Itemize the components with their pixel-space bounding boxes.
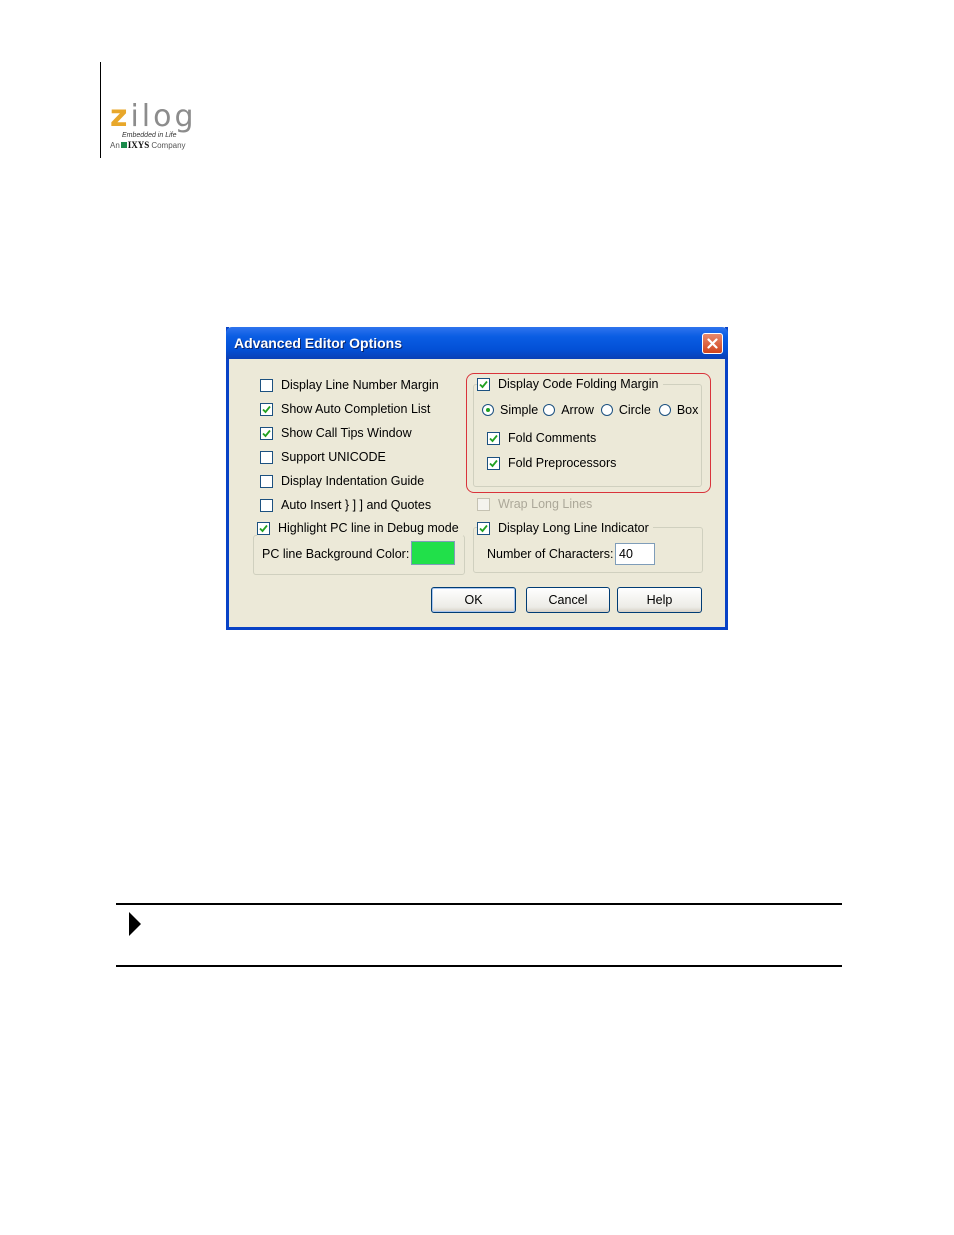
logo-company-suffix: Company: [151, 140, 186, 150]
pc-bg-color-row: [262, 546, 409, 562]
checkmark-icon: [489, 459, 498, 468]
left-option-checkbox[interactable]: [260, 379, 273, 392]
left-option-row[interactable]: [260, 401, 430, 417]
checkmark-icon: [262, 429, 271, 438]
note-bottom-rule: [116, 965, 842, 967]
note-top-rule: [116, 903, 842, 905]
pc-bg-color-label: PC line Background Color:: [262, 547, 410, 561]
left-option-row[interactable]: [260, 425, 412, 441]
fold-comments-checkbox[interactable]: [487, 432, 500, 445]
left-option-label: Display Indentation Guide: [281, 474, 425, 488]
title-bar[interactable]: [226, 327, 728, 359]
highlight-pc-checkbox[interactable]: [257, 522, 270, 535]
left-option-label: Support UNICODE: [281, 450, 386, 464]
code-folding-label: Display Code Folding Margin: [498, 377, 659, 391]
ok-button[interactable]: OK: [431, 587, 516, 613]
num-chars-row: [487, 546, 613, 562]
logo-company-prefix: An: [110, 140, 120, 150]
logo-wordmark-rest: ilog: [130, 99, 197, 134]
fold-preprocessors-label: Fold Preprocessors: [508, 456, 617, 470]
pc-bg-color-swatch[interactable]: [411, 541, 455, 565]
left-option-row[interactable]: [260, 497, 431, 513]
checkmark-icon: [259, 524, 268, 533]
radio-icon[interactable]: [482, 404, 494, 416]
fold-style-simple-radio[interactable]: [482, 403, 538, 417]
logo-company: [110, 140, 210, 150]
radio-icon[interactable]: [601, 404, 613, 416]
checkmark-icon: [479, 524, 488, 533]
checkmark-icon: [262, 405, 271, 414]
fold-comments-label: Fold Comments: [508, 431, 597, 445]
fold-style-label: Simple: [500, 403, 539, 417]
left-option-row[interactable]: [260, 449, 386, 465]
zilog-logo: [110, 100, 210, 150]
radio-icon[interactable]: [543, 404, 555, 416]
note-arrow-icon: [129, 912, 141, 936]
left-option-checkbox[interactable]: [260, 451, 273, 464]
highlight-pc-label: Highlight PC line in Debug mode: [278, 521, 459, 535]
fold-style-label: Box: [676, 403, 699, 417]
long-line-label: Display Long Line Indicator: [498, 521, 649, 535]
left-option-label: Display Line Number Margin: [281, 378, 439, 392]
ixys-square-icon: [121, 142, 127, 148]
left-option-checkbox[interactable]: [260, 427, 273, 440]
close-button[interactable]: [702, 333, 723, 354]
left-option-row[interactable]: [260, 377, 439, 393]
margin-rule: [100, 62, 101, 158]
left-option-label: Show Call Tips Window: [281, 426, 412, 440]
wrap-long-lines-checkbox: [477, 498, 490, 511]
fold-style-arrow-radio[interactable]: [543, 403, 594, 417]
highlight-pc-row[interactable]: [257, 520, 463, 536]
radio-icon[interactable]: [659, 404, 671, 416]
cancel-button[interactable]: Cancel: [526, 587, 610, 613]
left-option-label: Show Auto Completion List: [281, 402, 431, 416]
fold-style-box-radio[interactable]: [659, 403, 699, 417]
long-line-row[interactable]: [477, 520, 653, 536]
left-option-checkbox[interactable]: [260, 499, 273, 512]
left-option-checkbox[interactable]: [260, 403, 273, 416]
num-chars-label: Number of Characters:: [487, 547, 614, 561]
wrap-long-lines-label: Wrap Long Lines: [498, 497, 593, 511]
fold-style-circle-radio[interactable]: [601, 403, 651, 417]
code-folding-row[interactable]: [477, 376, 663, 392]
fold-preprocessors-checkbox[interactable]: [487, 457, 500, 470]
num-chars-input[interactable]: [615, 543, 655, 565]
left-option-checkbox[interactable]: [260, 475, 273, 488]
fold-style-label: Arrow: [561, 403, 594, 417]
left-option-row[interactable]: [260, 473, 424, 489]
fold-preprocessors-row[interactable]: [487, 455, 616, 471]
fold-style-radio-group: [482, 402, 698, 418]
logo-tagline: Embedded in Life: [122, 132, 177, 139]
advanced-editor-options-dialog: [226, 327, 728, 630]
logo-wordmark: zilog: [110, 99, 197, 134]
close-icon: [707, 338, 718, 349]
fold-style-label: Circle: [618, 403, 651, 417]
logo-company-name: IXYS: [127, 140, 150, 150]
dialog-title: Advanced Editor Options: [234, 335, 403, 351]
help-button[interactable]: Help: [617, 587, 702, 613]
fold-comments-row[interactable]: [487, 430, 596, 446]
checkmark-icon: [479, 380, 488, 389]
radio-dot-icon: [486, 408, 490, 412]
left-option-label: Auto Insert } ] ] and Quotes: [281, 498, 432, 512]
long-line-checkbox[interactable]: [477, 522, 490, 535]
code-folding-checkbox[interactable]: [477, 378, 490, 391]
checkmark-icon: [489, 434, 498, 443]
wrap-long-lines-row: [477, 496, 592, 512]
